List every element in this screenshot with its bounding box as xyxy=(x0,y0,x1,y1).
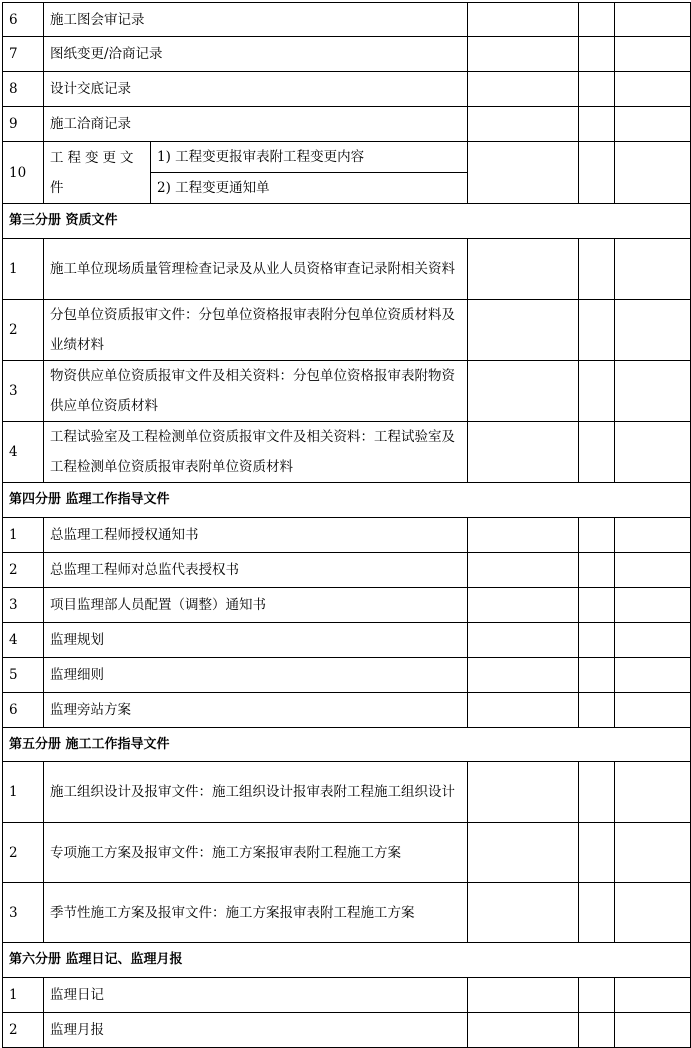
table-row xyxy=(3,239,691,300)
blank-cell xyxy=(579,1013,615,1048)
archive-index-table xyxy=(2,2,691,1048)
section-heading: 第三分册 资质文件 xyxy=(3,204,691,239)
blank-cell xyxy=(615,978,691,1013)
item-title: 总监理工程师授权通知书 xyxy=(44,518,468,553)
blank-cell xyxy=(615,658,691,693)
section-row xyxy=(3,483,691,518)
blank-cell xyxy=(579,588,615,623)
blank-cell xyxy=(579,361,615,422)
table-row xyxy=(3,361,691,422)
item-title: 监理月报 xyxy=(44,1013,468,1048)
blank-cell xyxy=(615,422,691,483)
blank-cell xyxy=(579,300,615,361)
item-title: 季节性施工方案及报审文件：施工方案报审表附工程施工方案 xyxy=(44,883,468,943)
row-number: 8 xyxy=(3,72,44,107)
table-row xyxy=(3,553,691,588)
table-row xyxy=(3,693,691,728)
row-number: 4 xyxy=(3,623,44,658)
blank-cell xyxy=(615,239,691,300)
row-number: 2 xyxy=(3,823,44,883)
section-heading: 第五分册 施工工作指导文件 xyxy=(3,728,691,762)
item-title: 图纸变更/洽商记录 xyxy=(44,37,468,72)
blank-cell xyxy=(579,978,615,1013)
item-title: 设计交底记录 xyxy=(44,72,468,107)
table-row xyxy=(3,658,691,693)
table-row xyxy=(3,823,691,883)
blank-cell xyxy=(468,422,579,483)
blank-cell xyxy=(579,37,615,72)
row-number: 1 xyxy=(3,239,44,300)
group-title: 工程变更文件 xyxy=(44,142,151,204)
blank-cell xyxy=(615,883,691,943)
blank-cell xyxy=(468,37,579,72)
blank-cell xyxy=(615,361,691,422)
blank-cell xyxy=(579,823,615,883)
blank-cell xyxy=(615,588,691,623)
table-row xyxy=(3,72,691,107)
row-number: 6 xyxy=(3,3,44,37)
blank-cell xyxy=(579,142,615,204)
table-row xyxy=(3,422,691,483)
blank-cell xyxy=(468,693,579,728)
blank-cell xyxy=(468,518,579,553)
item-title: 监理细则 xyxy=(44,658,468,693)
table-row xyxy=(3,142,691,173)
row-number: 9 xyxy=(3,107,44,142)
table-row xyxy=(3,978,691,1013)
blank-cell xyxy=(615,693,691,728)
item-title: 监理旁站方案 xyxy=(44,693,468,728)
blank-cell xyxy=(468,762,579,823)
item-title: 施工图会审记录 xyxy=(44,3,468,37)
row-number: 2 xyxy=(3,300,44,361)
row-number: 1 xyxy=(3,518,44,553)
blank-cell xyxy=(579,107,615,142)
blank-cell xyxy=(615,107,691,142)
blank-cell xyxy=(468,361,579,422)
blank-cell xyxy=(468,3,579,37)
row-number: 2 xyxy=(3,1013,44,1048)
blank-cell xyxy=(468,239,579,300)
blank-cell xyxy=(579,518,615,553)
blank-cell xyxy=(468,658,579,693)
row-number: 3 xyxy=(3,883,44,943)
row-number: 1 xyxy=(3,978,44,1013)
item-title: 施工单位现场质量管理检查记录及从业人员资格审查记录附相关资料 xyxy=(44,239,468,300)
table-row xyxy=(3,623,691,658)
item-title: 分包单位资质报审文件：分包单位资格报审表附分包单位资质材料及业绩材料 xyxy=(44,300,468,361)
row-number: 2 xyxy=(3,553,44,588)
blank-cell xyxy=(579,422,615,483)
table-row xyxy=(3,300,691,361)
row-number: 3 xyxy=(3,361,44,422)
section-heading: 第四分册 监理工作指导文件 xyxy=(3,483,691,518)
blank-cell xyxy=(579,553,615,588)
blank-cell xyxy=(468,978,579,1013)
item-title: 施工洽商记录 xyxy=(44,107,468,142)
row-number: 1 xyxy=(3,762,44,823)
item-title: 物资供应单位资质报审文件及相关资料：分包单位资格报审表附物资供应单位资质材料 xyxy=(44,361,468,422)
item-title: 监理日记 xyxy=(44,978,468,1013)
table-row xyxy=(3,518,691,553)
section-row xyxy=(3,943,691,978)
table-row xyxy=(3,37,691,72)
blank-cell xyxy=(468,300,579,361)
row-number: 7 xyxy=(3,37,44,72)
blank-cell xyxy=(579,883,615,943)
table-row xyxy=(3,107,691,142)
item-title: 监理规划 xyxy=(44,623,468,658)
row-number: 4 xyxy=(3,422,44,483)
blank-cell xyxy=(468,72,579,107)
row-number: 10 xyxy=(3,142,44,204)
blank-cell xyxy=(468,553,579,588)
blank-cell xyxy=(468,623,579,658)
section-row xyxy=(3,728,691,762)
blank-cell xyxy=(579,623,615,658)
item-title: 总监理工程师对总监代表授权书 xyxy=(44,553,468,588)
sub-item-title: 2) 工程变更通知单 xyxy=(151,173,468,204)
blank-cell xyxy=(615,72,691,107)
blank-cell xyxy=(579,3,615,37)
blank-cell xyxy=(579,658,615,693)
blank-cell xyxy=(468,883,579,943)
table-row xyxy=(3,3,691,37)
blank-cell xyxy=(615,300,691,361)
blank-cell xyxy=(579,693,615,728)
row-number: 6 xyxy=(3,693,44,728)
table-row xyxy=(3,1013,691,1048)
blank-cell xyxy=(615,823,691,883)
blank-cell xyxy=(615,762,691,823)
blank-cell xyxy=(579,239,615,300)
blank-cell xyxy=(468,823,579,883)
blank-cell xyxy=(615,518,691,553)
blank-cell xyxy=(615,1013,691,1048)
item-title: 专项施工方案及报审文件：施工方案报审表附工程施工方案 xyxy=(44,823,468,883)
blank-cell xyxy=(579,762,615,823)
table-row xyxy=(3,762,691,823)
blank-cell xyxy=(468,588,579,623)
blank-cell xyxy=(615,37,691,72)
section-row xyxy=(3,204,691,239)
table-row xyxy=(3,588,691,623)
blank-cell xyxy=(615,142,691,204)
blank-cell xyxy=(615,623,691,658)
blank-cell xyxy=(468,107,579,142)
row-number: 5 xyxy=(3,658,44,693)
blank-cell xyxy=(615,3,691,37)
row-number: 3 xyxy=(3,588,44,623)
item-title: 工程试验室及工程检测单位资质报审文件及相关资料：工程试验室及工程检测单位资质报审表附单位资质材料 xyxy=(44,422,468,483)
blank-cell xyxy=(615,553,691,588)
table-row xyxy=(3,883,691,943)
blank-cell xyxy=(468,1013,579,1048)
section-heading: 第六分册 监理日记、监理月报 xyxy=(3,943,691,978)
item-title: 项目监理部人员配置（调整）通知书 xyxy=(44,588,468,623)
blank-cell xyxy=(468,142,579,204)
item-title: 施工组织设计及报审文件：施工组织设计报审表附工程施工组织设计 xyxy=(44,762,468,823)
sub-item-title: 1) 工程变更报审表附工程变更内容 xyxy=(151,142,468,173)
blank-cell xyxy=(579,72,615,107)
